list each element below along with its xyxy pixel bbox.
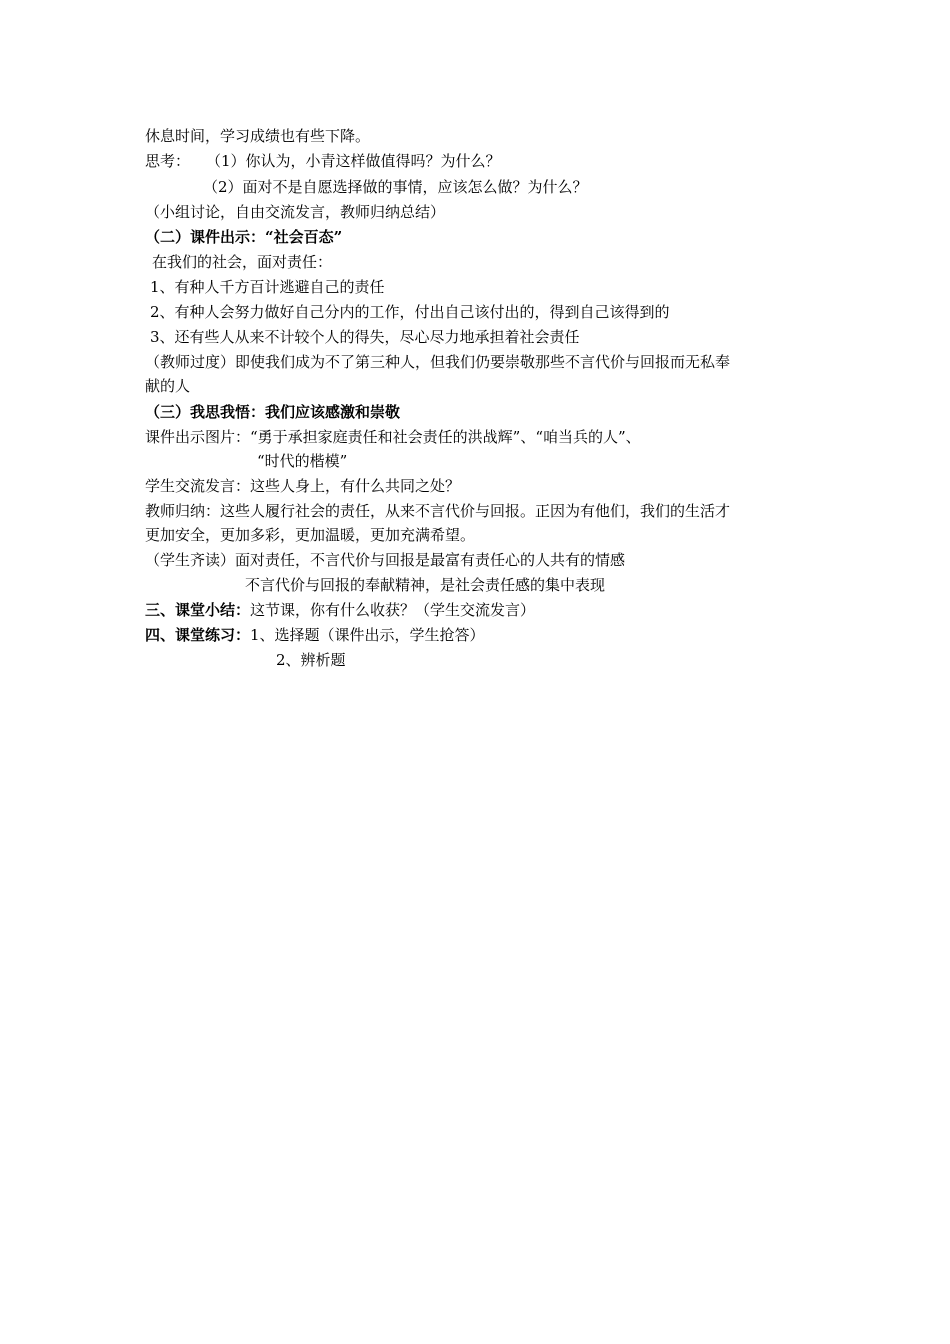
summary-text: 这节课，你有什么收获？（学生交流发言） <box>250 601 536 619</box>
exercise-label: 四、课堂练习： <box>145 626 251 644</box>
section-heading-3: （三）我思我悟：我们应该感激和崇敬 <box>145 403 401 421</box>
text-line: 教师归纳：这些人履行社会的责任，从来不言代价与回报。正因为有他们，我们的生活才 <box>145 502 731 520</box>
think-label: 思考： <box>145 152 191 170</box>
section-heading-2: （二）课件出示：“社会百态” <box>145 228 343 246</box>
think-line <box>145 151 501 171</box>
text-line: 更加安全，更加多彩，更加温暖，更加充满希望。 <box>145 526 476 544</box>
text-line: 献的人 <box>145 377 191 395</box>
text-line: 休息时间，学习成绩也有些下降。 <box>145 127 371 145</box>
list-item: 2、有种人会努力做好自己分内的工作，付出自己该付出的，得到自己该得到的 <box>150 303 670 321</box>
summary-line <box>145 600 535 620</box>
list-item: 3、还有些人从来不计较个人的得失，尽心尽力地承担着社会责任 <box>150 328 580 346</box>
exercise-text: 1、选择题（课件出示，学生抢答） <box>250 626 485 644</box>
text-line: 在我们的社会，面对责任： <box>152 253 333 271</box>
text-line: 课件出示图片：“勇于承担家庭责任和社会责任的洪战辉”、“咱当兵的人”、 <box>145 428 641 446</box>
text-line: 不言代价与回报的奉献精神，是社会责任感的集中表现 <box>245 576 606 594</box>
question-1: （1）你认为，小青这样做值得吗？为什么？ <box>206 152 501 170</box>
text-line: （小组讨论，自由交流发言，教师归纳总结） <box>145 203 446 221</box>
question-2: （2）面对不是自愿选择做的事情，应该怎么做？为什么？ <box>203 178 588 196</box>
text-line: “时代的楷模” <box>257 452 348 470</box>
list-item: 1、有种人千方百计逃避自己的责任 <box>150 278 385 296</box>
text-line: （教师过度）即使我们成为不了第三种人，但我们仍要崇敬那些不言代价与回报而无私奉 <box>145 353 731 371</box>
summary-label: 三、课堂小结： <box>145 601 251 619</box>
text-line: 学生交流发言：这些人身上，有什么共同之处？ <box>145 477 461 495</box>
exercise-item: 2、辨析题 <box>276 651 346 669</box>
exercise-line <box>145 625 485 645</box>
text-line: （学生齐读）面对责任，不言代价与回报是最富有责任心的人共有的情感 <box>145 551 626 569</box>
